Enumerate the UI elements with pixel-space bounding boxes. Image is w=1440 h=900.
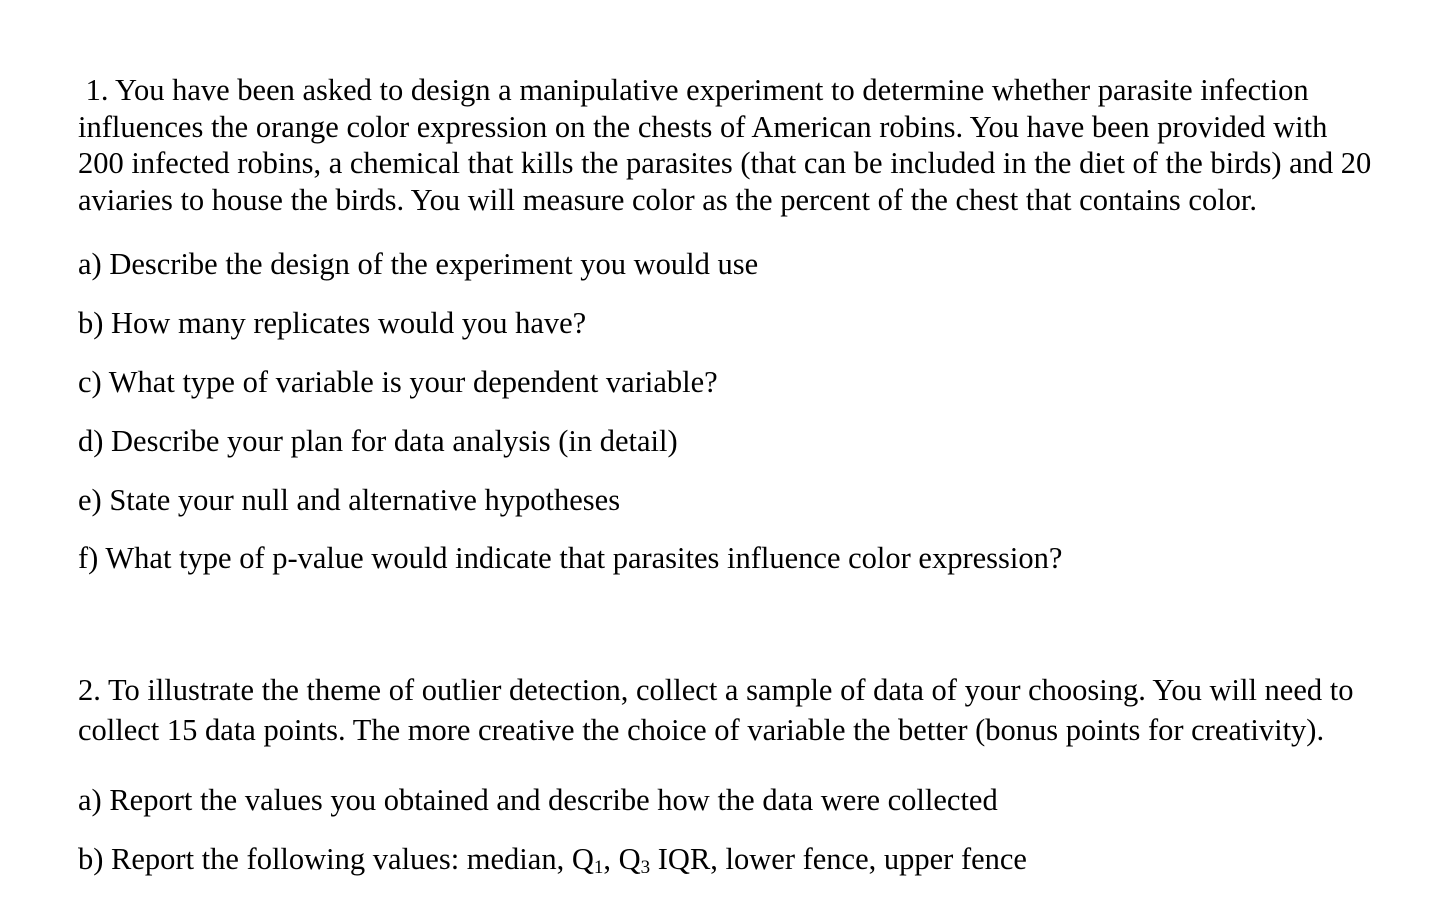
q1-subscript: 1 [593,857,604,878]
question-1-part-d: d) Describe your plan for data analysis (in detail) [78,424,678,458]
question-2-line-2: collect 15 data points. The more creative the choice of variable the better (bonus points for creativity). [78,713,1325,747]
question-1-part-f: f) What type of p-value would indicate that parasites influence color expression? [78,541,1063,575]
question-2-text [78,670,1423,750]
part-b-suffix: IQR, lower fence, upper fence [650,842,1027,876]
question-1-part-b: b) How many replicates would you have? [78,306,587,340]
question-1-line-1: 1. You have been asked to design a manipulative experiment to determine whether parasite infection [78,73,1309,107]
question-2-part-a: a) Report the values you obtained and describe how the data were collected [78,783,998,817]
question-1-part-e: e) State your null and alternative hypotheses [78,483,621,517]
question-2-part-b [78,841,1027,877]
question-1-line-3: 200 infected robins, a chemical that kills the parasites (that can be included in the diet of the birds) and 20 [78,146,1372,180]
question-1-line-4: aviaries to house the birds. You will measure color as the percent of the chest that contains color. [78,182,1258,217]
part-b-prefix: b) Report the following values: median, Q [78,842,594,876]
question-2-line-1: 2. To illustrate the theme of outlier detection, collect a sample of data of your choosing. You will need to [78,673,1354,707]
question-1-part-c: c) What type of variable is your dependent variable? [78,365,718,399]
part-b-mid: , Q [603,842,641,876]
question-1-text [78,72,1423,218]
question-1-part-a: a) Describe the design of the experiment you would use [78,247,759,281]
question-1-line-2: influences the orange color expression on the chests of American robins. You have been provided with [78,109,1328,144]
q3-subscript: 3 [640,857,651,878]
